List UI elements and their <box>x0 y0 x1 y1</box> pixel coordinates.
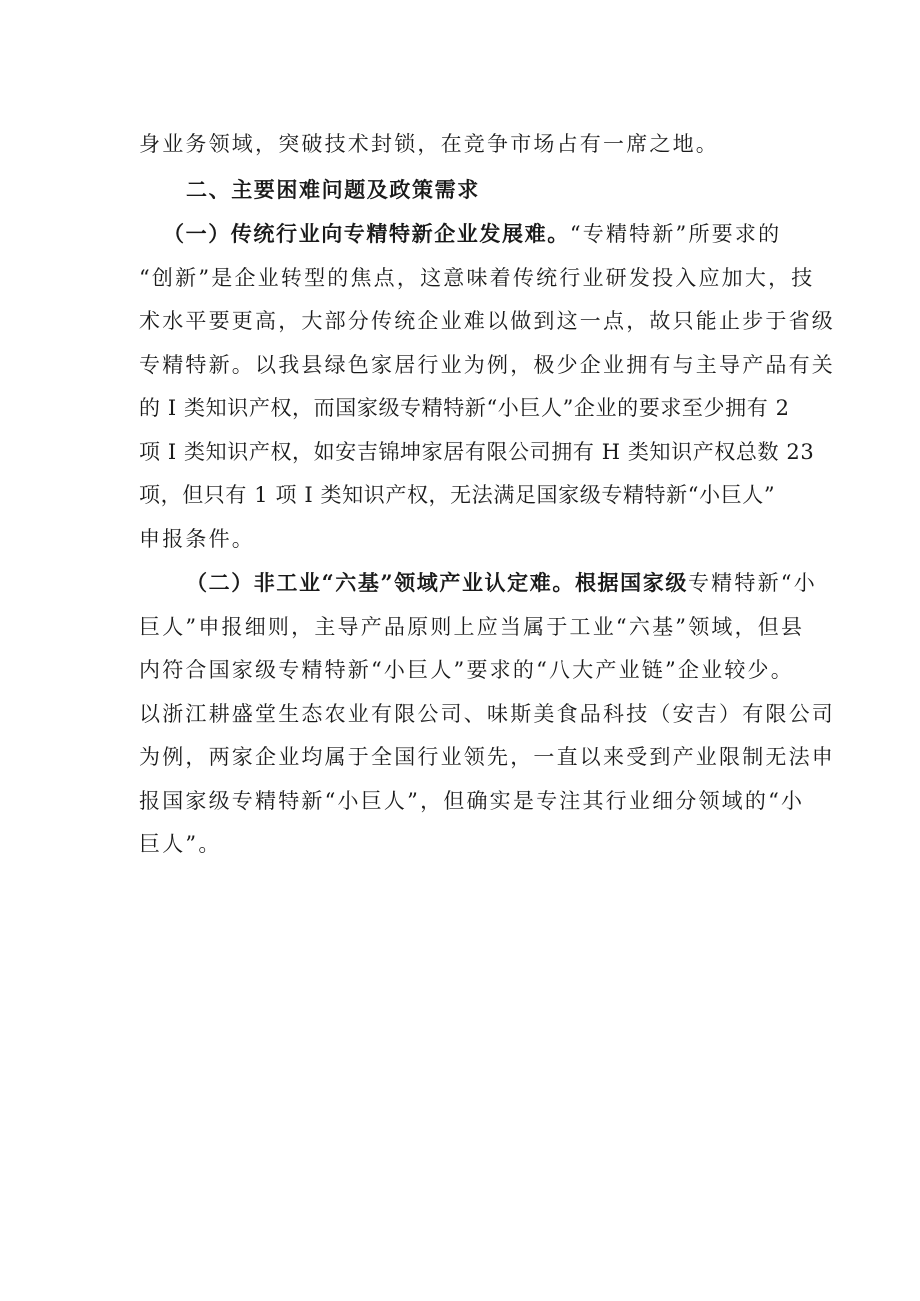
subsection-2-line: 巨人”申报细则，主导产品原则上应当属于工业“六基”领域，但县 <box>139 615 805 639</box>
section-heading: 二、主要困难问题及政策需求 <box>186 177 480 202</box>
paragraph-continuation-line: 身业务领域，突破技术封锁，在竞争市场占有一席之地。 <box>139 132 719 156</box>
subsection-2-text-start: 专精特新“小 <box>687 571 817 595</box>
subsection-2-first-line <box>186 567 846 599</box>
subsection-2-line: 为例，两家企业均属于全国行业领先，一直以来受到产业限制无法申 <box>139 745 835 769</box>
subsection-1-title: （一）传统行业向专精特新企业发展难。 <box>163 221 570 246</box>
subsection-1-line: 术水平要更高，大部分传统企业难以做到这一点，故只能止步于省级 <box>139 309 835 333</box>
subsection-2-line: 巨人”。 <box>139 832 222 856</box>
subsection-1-line: 项，但只有 1 项 I 类知识产权，无法满足国家级专精特新“小巨人” <box>139 483 776 507</box>
subsection-2-line: 报国家级专精特新“小巨人”，但确实是专注其行业细分领域的“小 <box>139 789 805 813</box>
subsection-1-text-start: “专精特新”所要求的 <box>569 222 782 246</box>
subsection-2-line: 内符合国家级专精特新“小巨人”要求的“八大产业链”企业较少。 <box>139 658 794 682</box>
subsection-1-line: 的 I 类知识产权，而国家级专精特新“小巨人”企业的要求至少拥有 2 <box>139 396 790 420</box>
subsection-1-line: 申报条件。 <box>139 527 255 551</box>
subsection-1-first-line <box>163 218 823 250</box>
subsection-1-line: “创新”是企业转型的焦点，这意味着传统行业研发投入应加大，技 <box>139 266 815 290</box>
subsection-1-line: 项 I 类知识产权，如安吉锦坤家居有限公司拥有 H 类知识产权总数 23 <box>139 440 815 464</box>
subsection-2-title: （二）非工业“六基”领域产业认定难。根据国家级 <box>186 570 688 595</box>
subsection-1-line: 专精特新。以我县绿色家居行业为例，极少企业拥有与主导产品有关 <box>139 353 835 377</box>
subsection-2-line: 以浙江耕盛堂生态农业有限公司、味斯美食品科技（安吉）有限公司 <box>139 702 835 726</box>
